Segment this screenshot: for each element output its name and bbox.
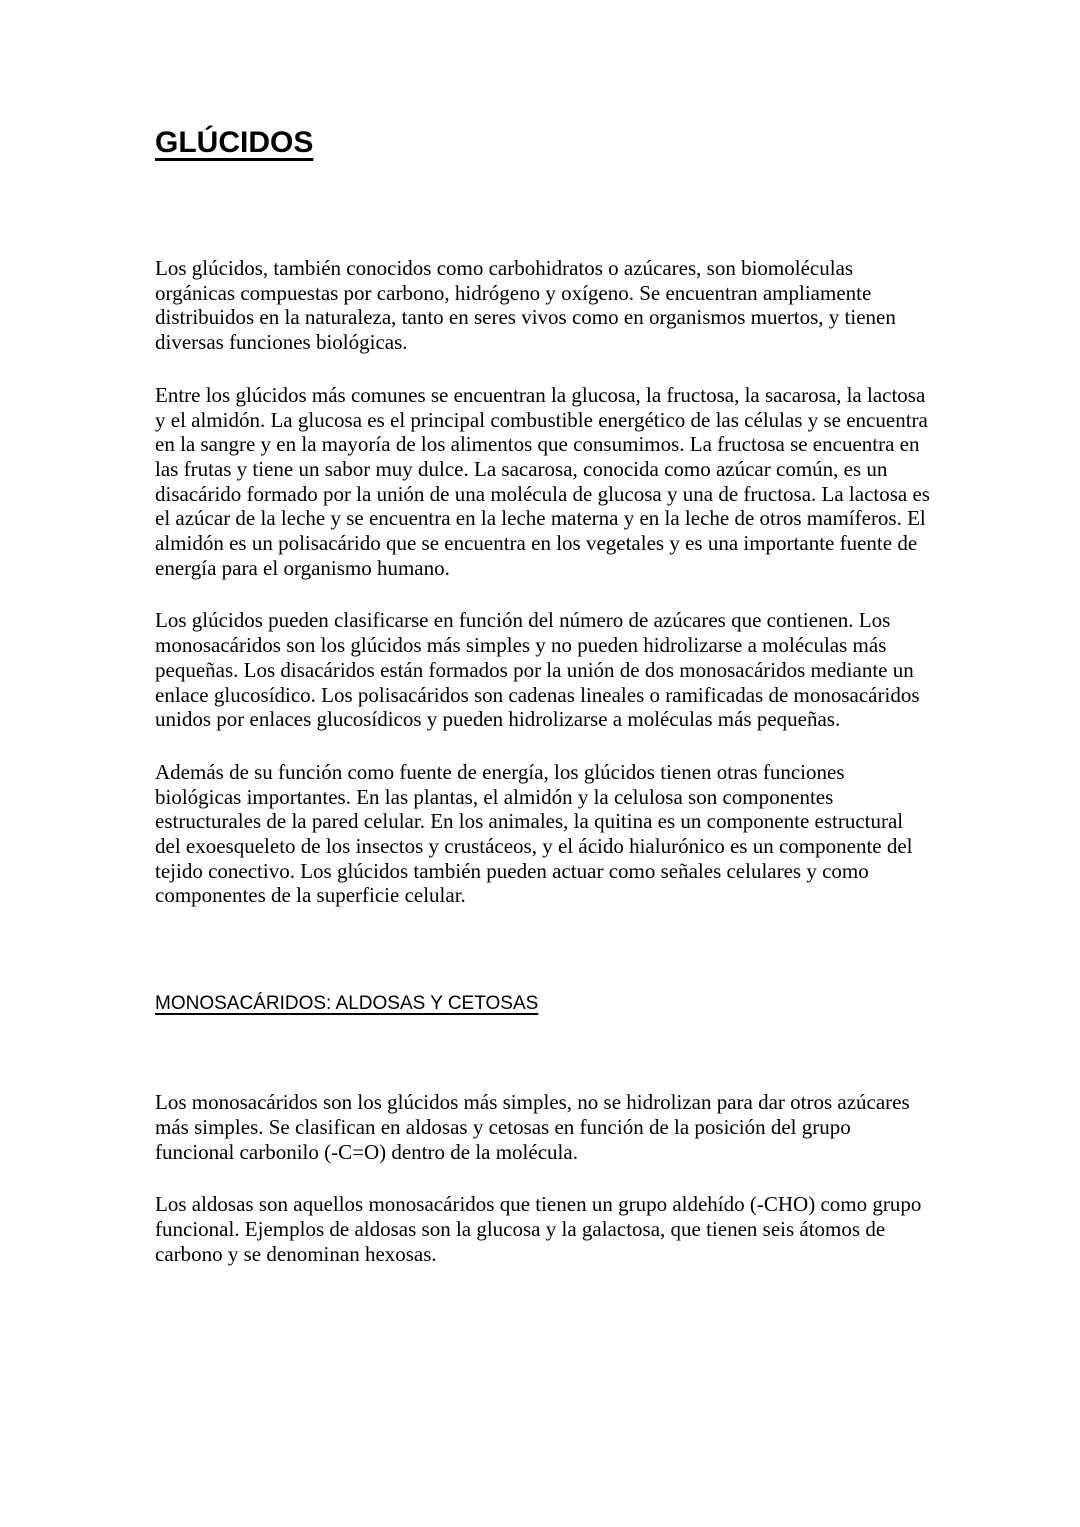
intro-paragraph-4: Además de su función como fuente de energía, los glúcidos tienen otras funciones biológicas importantes. En las plantas, el almidón y la celulosa son componentes estructurales de la pared celular. En los animales, la quitina es un componente estructural del exoesqueleto de los insectos y crustáceos, y el ácido hialurónico es un componente del tejido conectivo. Los glúcidos también pueden actuar como señales celulares y como componentes de la superficie celular. xyxy=(155,759,913,908)
section-heading-text: MONOSACÁRIDOS: ALDOSAS Y CETOSAS xyxy=(155,993,539,1015)
intro-paragraph-3: Los glúcidos pueden clasificarse en función del número de azúcares que contienen. Los monosacáridos son los glúcidos más simples y no pueden hidrolizarse a moléculas más pequeñas. Los disacáridos están formados por la unión de dos monosacáridos mediante un enlace glucosídico. Los polisacáridos son cadenas lineales o ramificadas de monosacáridos unidos por enlaces glucosídicos y pueden hidrolizarse a moléculas más pequeñas. xyxy=(155,608,920,732)
document-title xyxy=(155,125,931,161)
intro-paragraph-1: Los glúcidos, también conocidos como carbohidratos o azúcares, son biomoléculas orgánicas compuestas por carbono, hidrógeno y oxígeno. Se encuentran ampliamente distribuidos en la naturaleza, tanto en seres vivos como en organismos muertos, y tienen diversas funciones biológicas. xyxy=(155,256,896,355)
section-paragraph-2: Los aldosas son aquellos monosacáridos que tienen un grupo aldehído (-CHO) como grupo funcional. Ejemplos de aldosas son la glucosa y la galactosa, que tienen seis átomos de carbono y se denominan hexosas. xyxy=(155,1192,922,1266)
intro-paragraph-2: Entre los glúcidos más comunes se encuentran la glucosa, la fructosa, la sacarosa, la lactosa y el almidón. La glucosa es el principal combustible energético de las células y se encuentra en la sangre y en la mayoría de los alimentos que consumimos. La fructosa se encuentra en las frutas y tiene un sabor muy dulce. La sacarosa, conocida como azúcar común, es un disacárido formado por la unión de una molécula de glucosa y una de fructosa. La lactosa es el azúcar de la leche y se encuentra en la leche materna y en la leche de otros mamíferos. El almidón es un polisacárido que se encuentra en los vegetales y es una importante fuente de energía para el organismo humano. xyxy=(155,382,930,580)
section-paragraph-1: Los monosacáridos son los glúcidos más simples, no se hidrolizan para dar otros azúcares más simples. Se clasifican en aldosas y cetosas en función de la posición del grupo funcional carbonilo (-C=O) dentro de la molécula. xyxy=(155,1090,910,1164)
document-title-text: GLÚCIDOS xyxy=(155,126,314,159)
section-heading xyxy=(155,992,931,1016)
